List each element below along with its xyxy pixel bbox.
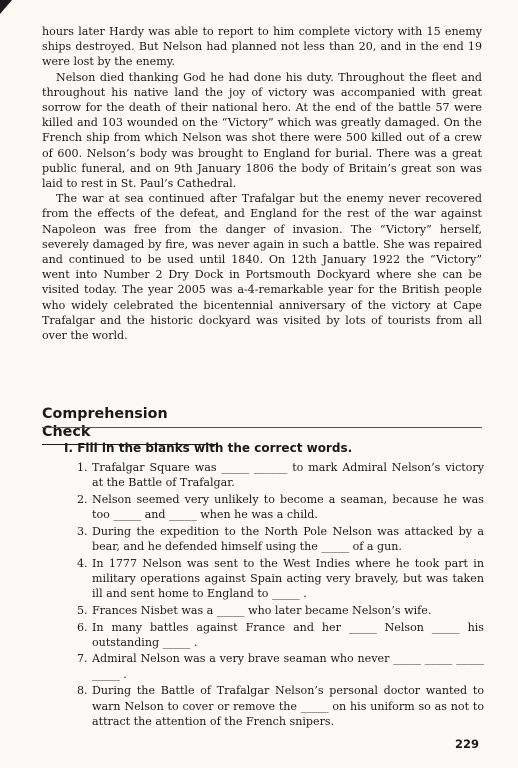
exercise-list — [78, 460, 484, 730]
list-item — [78, 492, 484, 522]
passage-paragraph: The war at sea continued after Trafalgar but the enemy never recovered from the effects of the defeat, and England for the rest of the war against Napoleon was free from the danger of invasion. The “Victory” herself, severely damaged by fire, was never again in such a battle. She was repaired and continued to be used until 1840. On 12th January 1922 the “Victory” went into Number 2 Dry Dock in Portsmouth Dockyard where she can be visited today. The year 2005 was a-4-remarkable year for the British people who widely celebrated the bicentennial anniversary of the victory at Cape Trafalgar and the historic dockyard was visited by lots of tourists from all over the world. — [42, 192, 482, 343]
passage-paragraph: hours later Hardy was able to report to him complete victory with 15 enemy ships destroyed. But Nelson had planned not less than 20, and in the end 19 were lost by the enemy. — [42, 25, 482, 69]
item-number: 3. — [77, 524, 88, 538]
list-item — [78, 651, 484, 681]
list-item — [78, 683, 484, 729]
page-corner-mark — [0, 0, 12, 14]
list-item — [78, 460, 484, 490]
list-item — [78, 620, 484, 650]
item-text: Frances Nisbet was a _____ who later became Nelson’s wife. — [92, 603, 432, 617]
item-number: 8. — [77, 684, 88, 698]
item-text: Admiral Nelson was a very brave seaman who never _____ _____ _____ _____ . — [92, 652, 484, 681]
item-number: 2. — [77, 492, 88, 506]
item-text: In 1777 Nelson was sent to the West Indies where he took part in military operations against Spain acting very bravely, but was taken ill and sent home to England to _____ . — [92, 556, 484, 601]
passage-paragraph: Nelson died thanking God he had done his duty. Throughout the fleet and throughout his native land the joy of victory was accompanied with great sorrow for the death of their national hero. At the end of the battle 57 were killed and 103 wounded on the “Victory” which was greatly damaged. On the French ship from which Nelson was shot there were 500 killed out of a crew of 600. Nelson’s body was brought to England for burial. There was a great public funeral, and on 9th January 1806 the body of Britain’s great son was laid to rest in St. Paul’s Cathedral. — [42, 70, 482, 191]
item-number: 4. — [77, 556, 88, 570]
passage — [42, 24, 482, 343]
item-text: During the expedition to the North Pole Nelson was attacked by a bear, and he defended himself using the _____ of a gun. — [92, 524, 484, 554]
item-text: During the Battle of Trafalgar Nelson’s personal doctor wanted to warn Nelson to cover or remove the _____ on his uniform so as not to attract the attention of the French snipers. — [92, 684, 484, 728]
list-item — [78, 603, 484, 618]
item-number: 6. — [77, 620, 88, 634]
item-text: Nelson seemed very unlikely to become a seaman, because he was too _____ and _____ when he was a child. — [92, 492, 484, 522]
list-item — [78, 524, 484, 554]
item-number: 5. — [77, 603, 88, 617]
item-text: Trafalgar Square was _____ ______ to mark Admiral Nelson’s victory at the Battle of Trafalgar. — [92, 461, 484, 490]
page-number: 229 — [455, 737, 480, 751]
section-heading: Comprehension Check — [42, 405, 218, 445]
item-number: 7. — [77, 652, 88, 666]
list-item — [78, 556, 484, 602]
item-text: In many battles against France and her _____ Nelson _____ his outstanding _____ . — [92, 620, 484, 649]
item-number: 1. — [77, 461, 88, 474]
exercise-title: I. Fill in the blanks with the correct words. — [64, 441, 353, 455]
section-divider — [42, 427, 482, 428]
